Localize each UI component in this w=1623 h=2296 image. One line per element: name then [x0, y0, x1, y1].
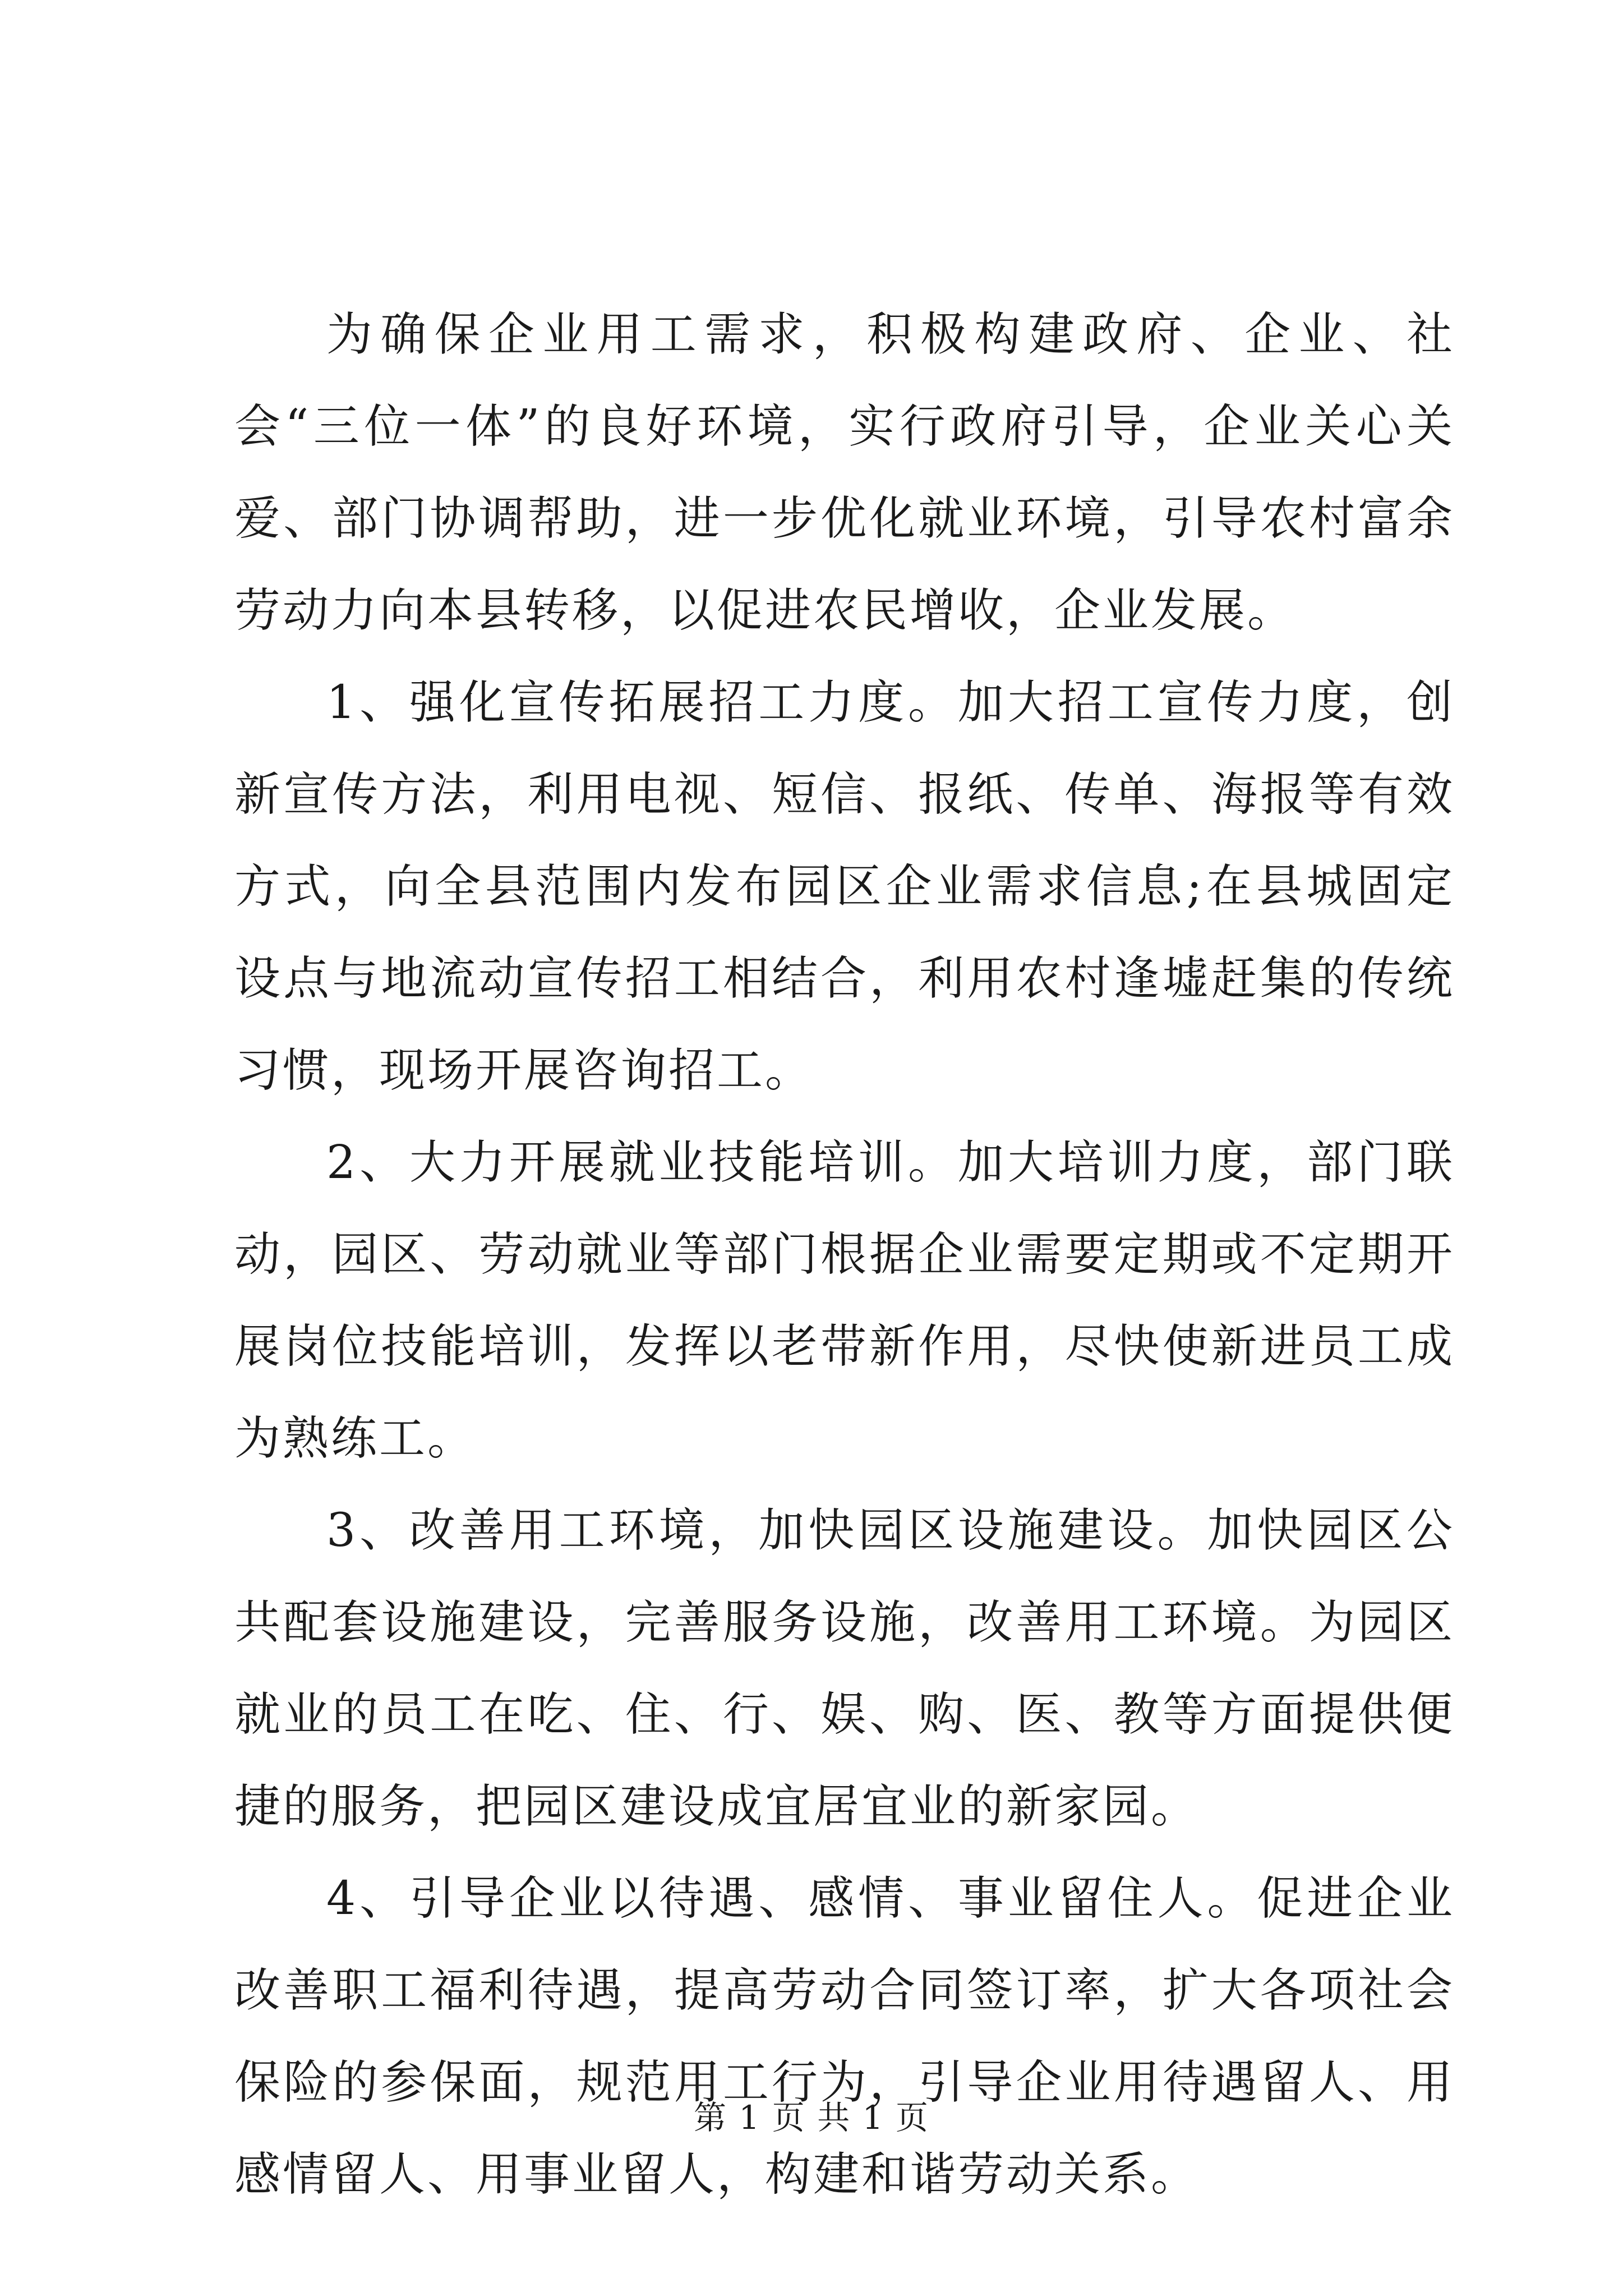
page-number-footer: 第 1 页 共 1 页	[694, 2099, 929, 2137]
document-body	[234, 289, 1455, 2221]
paragraph-item-1: 1、强化宣传拓展招工力度。加大招工宣传力度，创新宣传方法，利用电视、短信、报纸、传单、海报等有效方式，向全县范围内发布园区企业需求信息;在县城固定设点与地流动宣传招工相结合，利用农村逢墟赶集的传统习惯，现场开展咨询招工。	[234, 676, 1455, 1097]
paragraph-intro: 为确保企业用工需求，积极构建政府、企业、社会“三位一体”的良好环境，实行政府引导，企业关心关爱、部门协调帮助，进一步优化就业环境，引导农村富余劳动力向本县转移，以促进农民增收，企业发展。	[234, 308, 1455, 637]
paragraph-item-2: 2、大力开展就业技能培训。加大培训力度，部门联动，园区、劳动就业等部门根据企业需要定期或不定期开展岗位技能培训，发挥以老带新作用，尽快使新进员工成为熟练工。	[234, 1136, 1455, 1465]
paragraph-item-3: 3、改善用工环境，加快园区设施建设。加快园区公共配套设施建设，完善服务设施，改善用工环境。为园区就业的员工在吃、住、行、娱、购、医、教等方面提供便捷的服务，把园区建设成宜居宜业的新家园。	[234, 1504, 1455, 1833]
paragraph-item-4: 4、引导企业以待遇、感情、事业留住人。促进企业改善职工福利待遇，提高劳动合同签订率，扩大各项社会保险的参保面，规范用工行为，引导企业用待遇留人、用感情留人、用事业留人，构建和谐劳动关系。	[234, 1872, 1455, 2201]
